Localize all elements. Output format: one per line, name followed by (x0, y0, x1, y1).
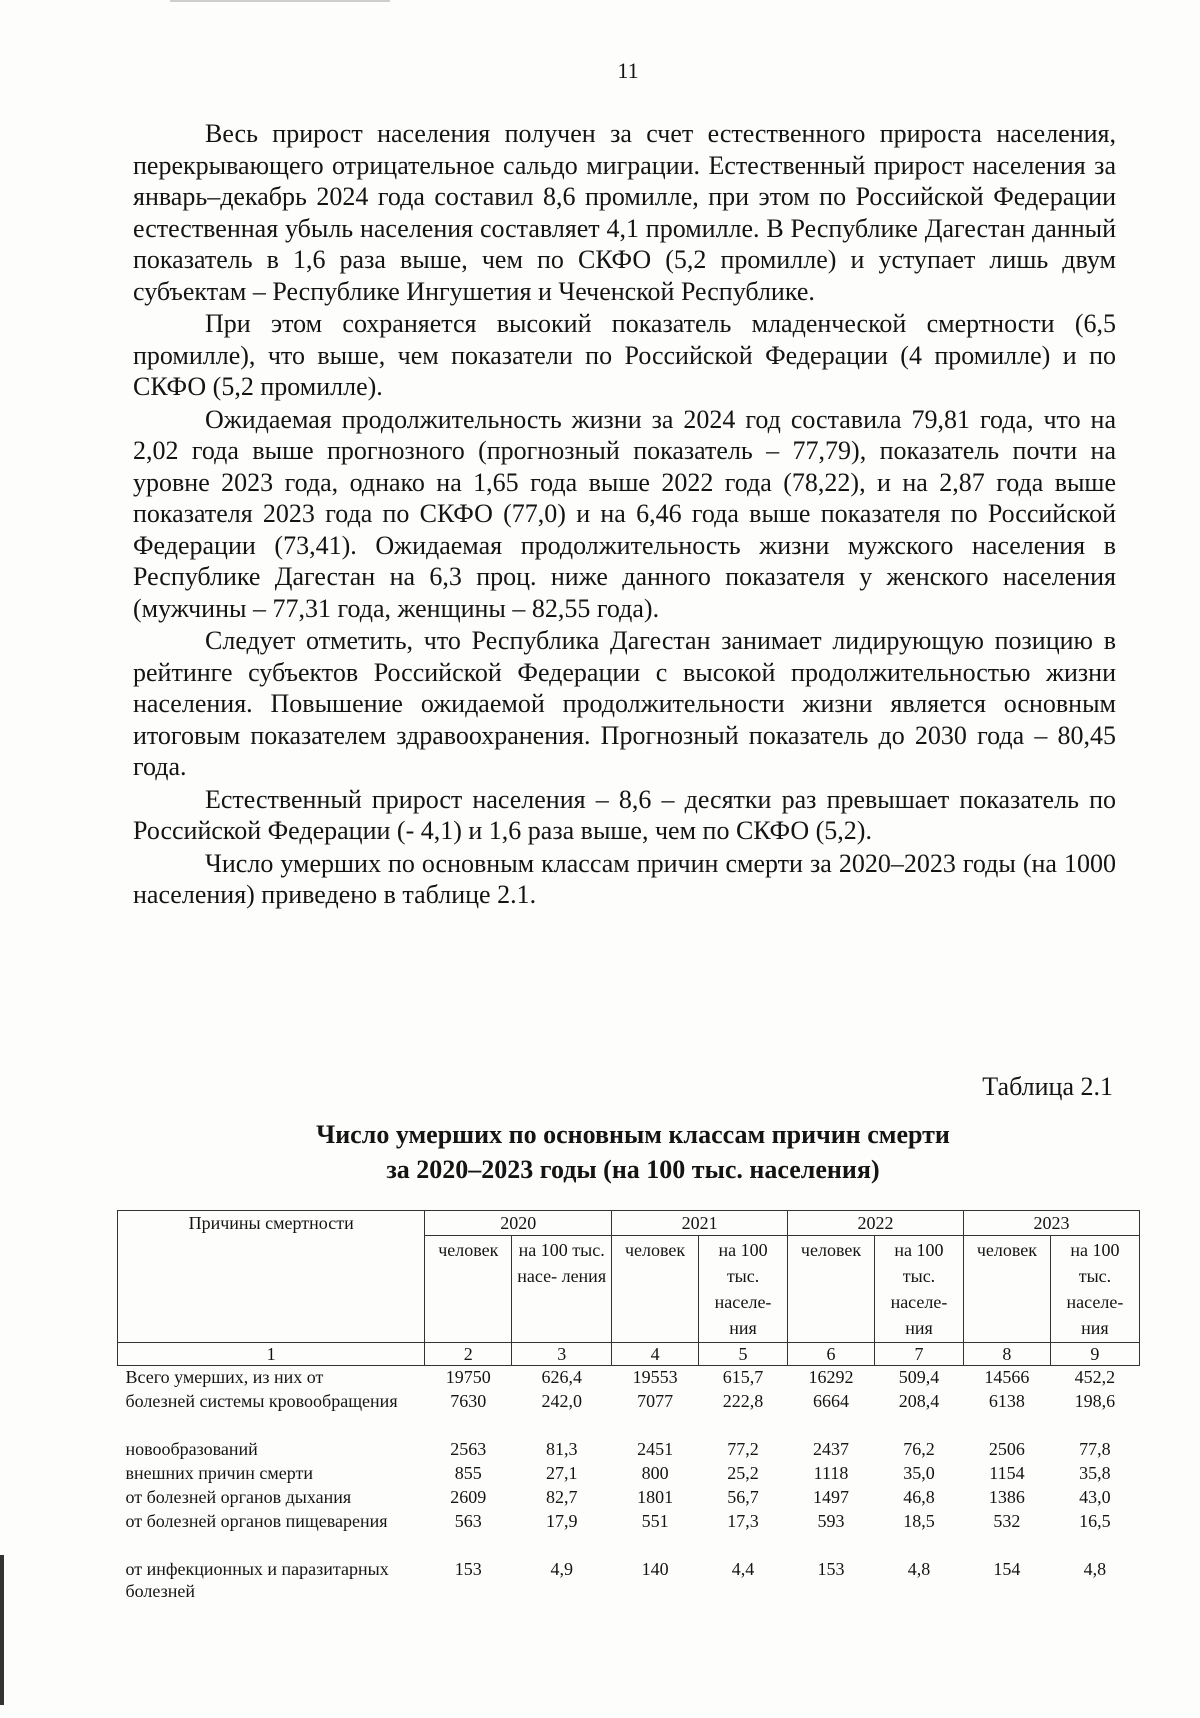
cell: 35,8 (1079, 1463, 1111, 1483)
table-row (118, 1438, 1140, 1462)
cell: 4,4 (731, 1559, 755, 1579)
row-label: от болезней органов пищеварения (125, 1511, 388, 1531)
cell: 452,2 (1074, 1367, 1116, 1387)
paragraph: Естественный прирост населения – 8,6 – десятки раз превышает показатель по Российской Федерации (- 4,1) и 1,6 раза выше, чем по СКФО (5,2). (133, 784, 1116, 845)
cell: 4,9 (550, 1559, 573, 1579)
cell: 4,8 (1083, 1559, 1107, 1579)
cell: 77,8 (1079, 1439, 1111, 1459)
cell: 626,4 (541, 1367, 582, 1387)
cell: 1386 (988, 1487, 1025, 1507)
year-header: 2021 (612, 1211, 788, 1236)
year-header: 2022 (788, 1211, 964, 1236)
row-label: от болезней органов дыхания (125, 1487, 352, 1507)
scan-artifact-top (170, 0, 390, 2)
people-header: человек (963, 1236, 1050, 1343)
paragraph: Число умерших по основным классам причин смерти за 2020–2023 годы (на 1000 населения) приведено в таблице 2.1. (133, 848, 1116, 909)
table-title-line: Число умерших по основным классам причин смерти (316, 1120, 950, 1149)
cell: 25,2 (727, 1463, 759, 1483)
cell: 14566 (984, 1367, 1030, 1387)
row-label: внешних причин смерти (125, 1463, 313, 1483)
row-label: новообразований (125, 1439, 258, 1459)
cell: 2563 (450, 1439, 487, 1459)
column-number: 7 (874, 1343, 963, 1366)
cell: 1801 (637, 1487, 674, 1507)
column-number: 6 (788, 1343, 875, 1366)
cell: 43,0 (1079, 1487, 1111, 1507)
page-number: 11 (617, 58, 639, 83)
cell: 242,0 (541, 1391, 582, 1411)
table-row (118, 1366, 1140, 1391)
rate-header: на 100 тыс. населе- ния (874, 1236, 963, 1343)
cell: 615,7 (722, 1367, 764, 1387)
cell: 46,8 (903, 1487, 935, 1507)
cell: 593 (817, 1511, 845, 1531)
paragraph: При этом сохраняется высокий показатель младенческой смертности (6,5 промилле), что выше, чем показатели по Российской Федерации (4 промилле) и по СКФО (5,2 промилле). (133, 309, 1116, 401)
table-title (133, 1117, 1133, 1187)
cell: 208,4 (898, 1391, 940, 1411)
row-label: Всего умерших, из них от (125, 1367, 324, 1387)
rate-header: на 100 тыс. населе- ния (1050, 1236, 1139, 1343)
cell: 198,6 (1074, 1391, 1116, 1411)
rate-header: на 100 тыс. насе- ления (512, 1236, 612, 1343)
cell: 77,2 (727, 1439, 759, 1459)
cell: 19750 (445, 1367, 491, 1387)
column-number: 8 (963, 1343, 1050, 1366)
table-row (118, 1558, 1140, 1606)
table-row (118, 1510, 1140, 1558)
table-title-line: за 2020–2023 годы (на 100 тыс. населения) (386, 1155, 880, 1184)
scan-artifact-edge (0, 1555, 4, 1705)
cell: 1118 (813, 1463, 849, 1483)
cell: 6664 (813, 1391, 849, 1411)
cell: 509,4 (898, 1367, 940, 1387)
cell: 7630 (450, 1391, 487, 1411)
rate-header: на 100 тыс. населе- ния (699, 1236, 788, 1343)
cell: 16,5 (1079, 1511, 1111, 1531)
cell: 532 (993, 1511, 1021, 1531)
cell: 140 (641, 1559, 669, 1579)
cell: 2506 (988, 1439, 1025, 1459)
cell: 563 (454, 1511, 482, 1531)
cell: 2437 (813, 1439, 849, 1459)
cell: 855 (454, 1463, 482, 1483)
column-number: 1 (118, 1343, 425, 1366)
cell: 17,9 (545, 1511, 578, 1531)
cell: 6138 (988, 1391, 1025, 1411)
cell: 2609 (450, 1487, 487, 1507)
causes-header: Причины смертности (118, 1211, 425, 1343)
cell: 4,8 (907, 1559, 931, 1579)
year-header: 2020 (425, 1211, 612, 1236)
column-number: 4 (612, 1343, 699, 1366)
people-header: человек (612, 1236, 699, 1343)
table-row (118, 1390, 1140, 1438)
cell: 81,3 (545, 1439, 578, 1459)
cell: 76,2 (903, 1439, 935, 1459)
cell: 56,7 (727, 1487, 759, 1507)
cell: 154 (993, 1559, 1021, 1579)
row-label: от инфекционных и паразитарных болезней (125, 1559, 389, 1601)
people-header: человек (788, 1236, 875, 1343)
cell: 153 (817, 1559, 845, 1579)
year-header: 2023 (963, 1211, 1139, 1236)
cell: 1497 (813, 1487, 849, 1507)
paragraph: Следует отметить, что Республика Дагестан занимает лидирующую позицию в рейтинге субъектов Российской Федерации с высокой продолжительностью жизни населения. Повышение ожидаемой продолжительности жизни является основным итоговым показателем здравоохранения. Прогнозный показатель до 2030 года – 80,45 года. (133, 626, 1116, 781)
table-row (118, 1486, 1140, 1510)
paragraph: Ожидаемая продолжительность жизни за 2024 год составила 79,81 года, что на 2,02 года выше прогнозного (прогнозный показатель – 77,79), показатель почти на уровне 2023 года, однако на 1,65 года выше 2022 года (78,22), и на 2,87 года выше показателя 2023 года по СКФО (77,0) и на 6,46 года выше показателя по Российской Федерации (73,41). Ожидаемая продолжительность жизни мужского населения в Республике Дагестан на 6,3 проц. ниже данного показателя у женского населения (мужчины – 77,31 года, женщины – 82,55 года). (133, 404, 1116, 623)
column-number: 9 (1050, 1343, 1139, 1366)
cell: 18,5 (903, 1511, 935, 1531)
row-label: болезней системы кровообращения (125, 1391, 398, 1411)
body-text (133, 118, 1116, 912)
cell: 222,8 (722, 1391, 764, 1411)
cell: 27,1 (545, 1463, 578, 1483)
cell: 82,7 (545, 1487, 578, 1507)
cell: 7077 (637, 1391, 674, 1411)
column-number: 2 (425, 1343, 512, 1366)
column-number-row (118, 1343, 1140, 1366)
paragraph: Весь прирост населения получен за счет естественного прироста населения, перекрывающего отрицательное сальдо миграции. Естественный прирост населения за январь–декабрь 2024 года составил 8,6 промилле, при этом по Российской Федерации естественная убыль населения составляет 4,1 промилле. В Республике Дагестан данный показатель в 1,6 раза выше, чем по СКФО (5,2 промилле) и уступает лишь двум субъектам – Республике Ингушетия и Чеченской Республике. (133, 119, 1116, 306)
table-caption: Таблица 2.1 (982, 1072, 1113, 1101)
people-header: человек (425, 1236, 512, 1343)
cell: 2451 (637, 1439, 674, 1459)
cell: 35,0 (903, 1463, 935, 1483)
cell: 19553 (632, 1367, 678, 1387)
cell: 551 (641, 1511, 669, 1531)
cell: 16292 (808, 1367, 854, 1387)
cell: 153 (454, 1559, 482, 1579)
column-number: 3 (512, 1343, 612, 1366)
cell: 800 (641, 1463, 669, 1483)
table-row (118, 1462, 1140, 1486)
mortality-table (117, 1210, 1140, 1606)
cell: 17,3 (727, 1511, 759, 1531)
cell: 1154 (989, 1463, 1025, 1483)
column-number: 5 (699, 1343, 788, 1366)
